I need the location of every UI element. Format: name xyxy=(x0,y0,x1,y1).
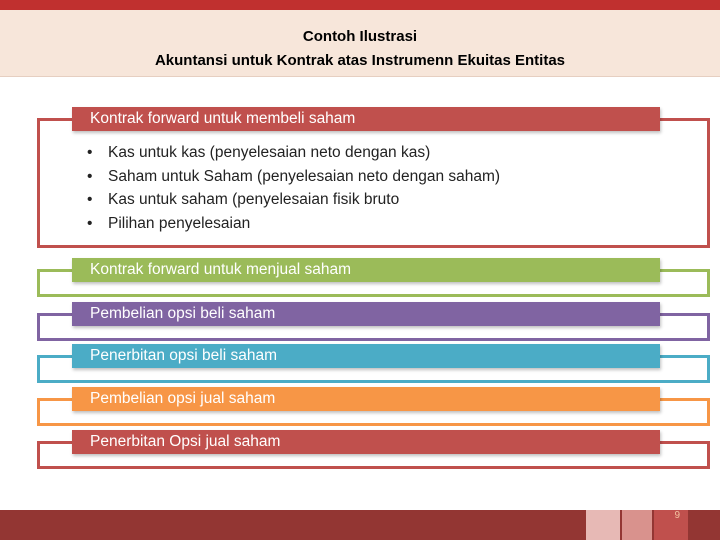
bar-buy-put: Pembelian opsi jual saham xyxy=(72,387,660,411)
list-item: • Kas untuk saham (penyelesaian fisik bruto xyxy=(87,191,400,208)
slide-title: Contoh Ilustrasi xyxy=(302,28,418,45)
bullet-list xyxy=(84,141,500,235)
title-box xyxy=(0,10,720,77)
bar-buy-call: Pembelian opsi beli saham xyxy=(72,302,660,326)
bar-issue-put: Penerbitan Opsi jual saham xyxy=(72,430,660,454)
bar-issue-call: Penerbitan opsi beli saham xyxy=(72,344,660,368)
page-number: 9 xyxy=(674,510,680,521)
footer-accent-dark xyxy=(654,510,688,540)
slide-subtitle: Akuntansi untuk Kontrak atas Instrumenn Ekuitas Entitas xyxy=(154,52,566,69)
footer-accent-mid xyxy=(622,510,652,540)
footer-accent-light xyxy=(586,510,620,540)
list-item: • Saham untuk Saham (penyelesaian neto dengan saham) xyxy=(87,167,501,185)
bar-forward-buy: Kontrak forward untuk membeli saham xyxy=(72,107,660,131)
bar-forward-sell: Kontrak forward untuk menjual saham xyxy=(72,258,660,282)
list-item: • Pilihan penyelesaian xyxy=(87,214,251,232)
list-item: • Kas untuk kas (penyelesaian neto dengan kas) xyxy=(87,144,431,161)
top-accent-bar xyxy=(0,0,720,10)
